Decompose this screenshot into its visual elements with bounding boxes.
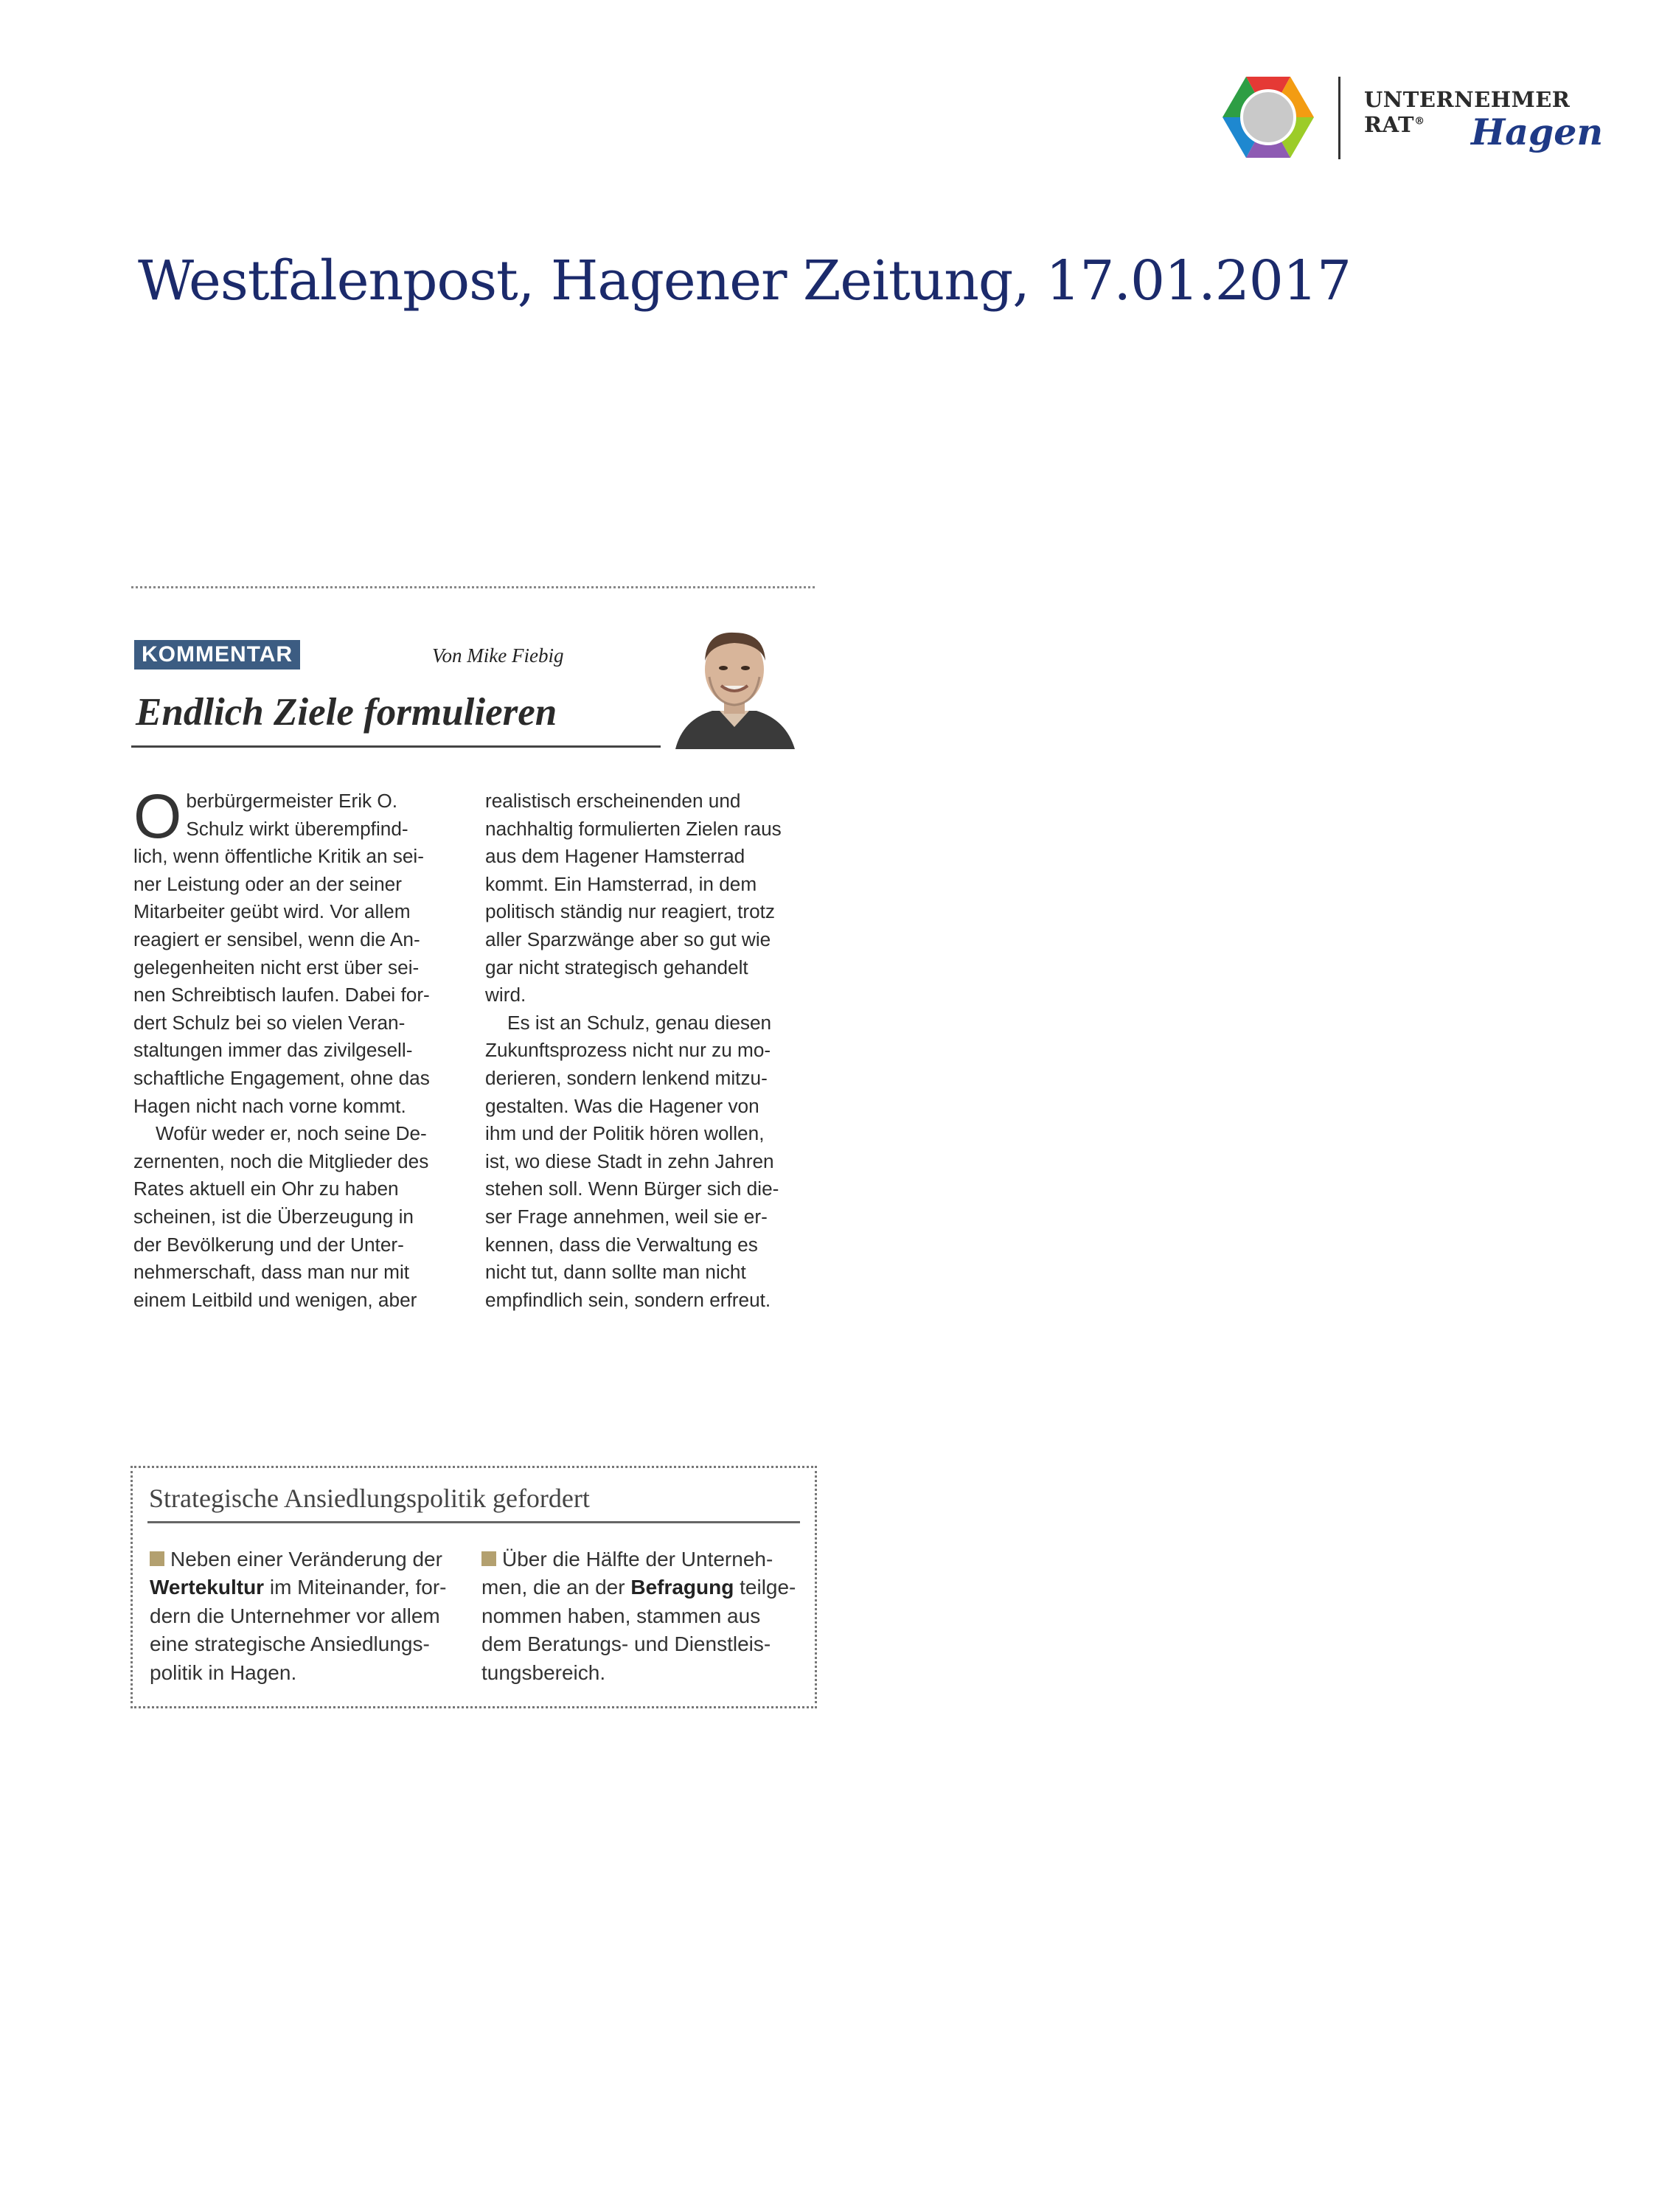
newspaper-commentary-clipping	[131, 586, 815, 1333]
article-byline: Von Mike Fiebig	[432, 644, 564, 667]
hexagon-logo-icon	[1217, 72, 1320, 162]
article-column-right	[485, 787, 813, 1314]
document-title: Westfalenpost, Hagener Zeitung, 17.01.2017	[138, 249, 1352, 313]
commentary-badge: KOMMENTAR	[134, 640, 300, 669]
organization-logo	[1217, 72, 1630, 164]
info-box-column-left	[150, 1545, 447, 1687]
author-portrait	[661, 624, 808, 749]
info-box-title: Strategische Ansiedlungspolitik gefordert	[149, 1484, 590, 1513]
newspaper-info-box	[131, 1466, 817, 1708]
info-box-rule	[147, 1521, 800, 1523]
article-paragraph: realistisch erscheinenden und nachhaltig formulierten Zielen raus aus dem Hagener Hamsterrad kommt. Ein Hamsterrad, in dem politisch ständig nur reagiert, trotz aller Sparzwänge aber so gut wie gar nicht strategisch gehandelt wird.	[485, 790, 782, 1006]
bullet-square-icon	[481, 1551, 496, 1566]
headline-rule	[131, 745, 662, 748]
article-paragraph: O berbürgermeister Erik O. Schulz wirkt überempfind- lich, wenn öffentliche Kritik an sei- ner Leistung oder an der seiner Mitarbeiter geübt wird. Vor allem reagiert er sensibel, wenn die An- gelegenheiten nicht erst über sei- nen Schreibtisch laufen. Dabei for- dert Schulz bei so vielen Veran- staltungen immer das zivilgesell- schaftliche Engagement, ohne das Hagen nicht nach vorne kommt.	[133, 782, 430, 1117]
article-headline: Endlich Ziele formulieren	[136, 691, 557, 734]
dropcap-letter: O	[133, 782, 182, 851]
organization-name: UNTERNEHMER RAT®	[1364, 87, 1571, 137]
info-box-paragraph: Über die Hälfte der Unterneh- men, die an der Befragung teilge- nommen haben, stammen aus dem Beratungs- und Dienstleis- tungsbereich.	[481, 1548, 796, 1684]
info-box-paragraph: Neben einer Veränderung der Wertekultur im Miteinander, for- dern die Unternehmer vor allem eine strategische Ansiedlungs- politik in Hagen.	[150, 1548, 447, 1684]
article-column-left	[133, 782, 462, 1314]
logo-center-circle	[1242, 91, 1295, 144]
article-paragraph: Es ist an Schulz, genau diesen Zukunftsprozess nicht nur zu mo- derieren, sondern lenkend mitzu- gestalten. Was die Hagener von ihm und der Politik hören wollen, ist, wo diese Stadt in zehn Jahren stehen soll. Wenn Bürger sich die- ser Frage annehmen, weil sie er- kennen, dass die Verwaltung es nicht tut, dann sollte man nicht empfindlich sein, sondern erfreut.	[485, 1011, 779, 1311]
info-box-column-right	[481, 1545, 796, 1687]
logo-divider	[1338, 77, 1340, 159]
article-paragraph: Wofür weder er, noch seine De- zernenten, noch die Mitglieder des Rates aktuell ein Ohr zu haben scheinen, ist die Überzeugung in der Bevölkerung und der Unter- nehmerschaft, dass man nur mit einem Leitbild und wenigen, aber	[133, 1122, 429, 1311]
bullet-square-icon	[150, 1551, 164, 1566]
organization-city: Hagen	[1471, 111, 1604, 153]
